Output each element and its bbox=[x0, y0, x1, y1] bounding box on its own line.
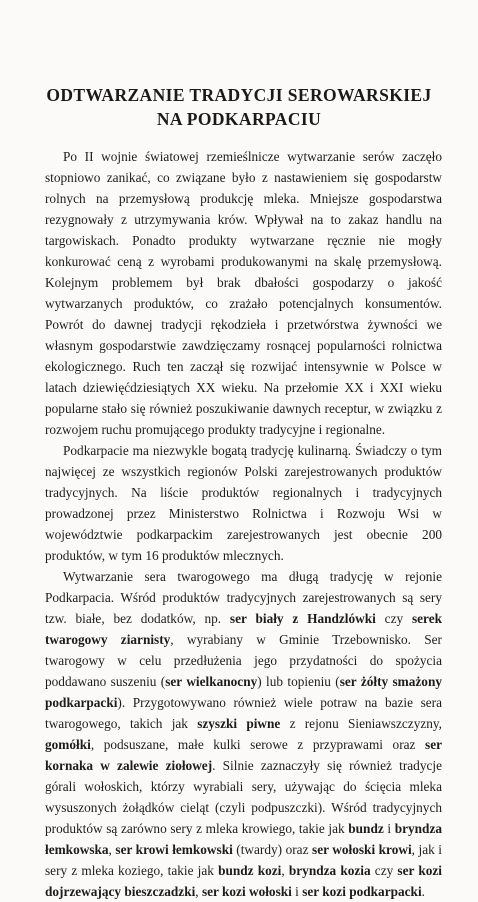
text-run: . bbox=[421, 884, 425, 899]
text-run: Po II wojnie światowej rzemieślnicze wytwarzanie serów zaczęło stopniowo zanikać, co związane było z nastawieniem się gospodarstw rolnych na przemysłową produkcję mleka. Mniejsze gospodarstwa rezygnowały z utrzymywania krów. Wpływał na to zakaz handlu na targowiskach. Ponadto produkty wytwarzane ręcznie nie mogły konkurować ceną z wyrobami produkowanymi na skalę przemysłową. Kolejnym problemem był brak dbałości gospodarzy o jakość wytwarzanych produktów, co zrażało potencjalnych konsumentów. Powrót do dawnej tradycji rękodzieła i przetwórstwa żywności we własnym gospodarstwie zawdzięczamy rosnącej popularności rolnictwa ekologicznego. Ruch ten zaczął się rozwijać intensywnie w Polsce w latach dziewięćdziesiątych XX wieku. Na przełomie XX i XXI wieku popularne stało się również poszukiwanie dawnych receptur, w związku z rozwojem ruchu promującego produkty tradycyjne i regionalne. bbox=[45, 149, 442, 437]
bold-term: ser kozi wołoski bbox=[201, 884, 292, 899]
text-run: czy bbox=[370, 863, 398, 878]
text-run: i bbox=[291, 884, 303, 899]
text-run: (twardy) oraz bbox=[232, 842, 313, 857]
chapter-title-line-2: NA PODKARPACIU bbox=[156, 109, 322, 129]
bold-term: ser żółty smażony podkarpacki bbox=[45, 674, 442, 710]
chapter-title-line-1: ODTWARZANIE TRADYCJI SEROWARSKIEJ bbox=[46, 85, 432, 105]
text-run: ). Przygotowywano również wiele potraw na bazie sera twarogowego, takich jak bbox=[45, 695, 442, 731]
bold-term: bryndza łemkowska bbox=[45, 821, 442, 857]
text-run: , podsuszane, małe kulki serowe z przyprawami oraz bbox=[90, 737, 426, 752]
text-run: czy bbox=[375, 611, 412, 626]
chapter-title bbox=[0, 83, 478, 131]
text-run: , bbox=[281, 863, 289, 878]
text-run: i bbox=[383, 821, 395, 836]
bold-term: bryndza kozia bbox=[288, 863, 371, 878]
bold-term: ser kornaka w zalewie ziołowej bbox=[45, 737, 442, 773]
bold-term: bundz kozi bbox=[218, 863, 282, 878]
paragraph-3 bbox=[45, 566, 442, 902]
bold-term: bundz bbox=[348, 821, 384, 836]
bold-term: ser kozi dojrzewający bieszczadzki bbox=[45, 863, 442, 899]
bold-term: serek twarogowy ziarnisty bbox=[45, 611, 442, 647]
bold-term: gomółki bbox=[45, 737, 91, 752]
bold-term: ser kozi podkarpacki bbox=[302, 884, 422, 899]
bold-term: szyszki piwne bbox=[197, 716, 281, 731]
text-run: Podkarpacie ma niezwykle bogatą tradycję kulinarną. Świadczy o tym najwięcej ze wszystkich regionów Polski zarejestrowanych produktów tradycyjnych. Na liście produktów regionalnych i tradycyjnych prowadzonej przez Ministerstwo Rolnictwa i Rozwoju Wsi w województwie podkarpackim zarejestrowanych jest obecnie 200 produktów, w tym 16 produktów mlecznych. bbox=[45, 443, 442, 563]
text-run: ) lub topieniu ( bbox=[257, 674, 340, 689]
text-run: , bbox=[195, 884, 202, 899]
paragraph-1 bbox=[45, 146, 442, 440]
text-run: . Silnie zaznaczyły się również tradycje górali wołoskich, którzy wyrabiali sery, używając do ścięcia mleka wysuszonych żołądków cieląt (czyli podpuszczki). Wśród tradycyjnych produktów są zarówno sery z mleka krowiego, takie jak bbox=[45, 758, 442, 836]
bold-term: ser biały z Handzlówki bbox=[229, 611, 376, 626]
bold-term: ser wielkanocny bbox=[165, 674, 258, 689]
paragraph-2 bbox=[45, 440, 442, 566]
bold-term: ser krowi łemkowski bbox=[115, 842, 233, 857]
text-run: , jak i sery z mleka koziego, takie jak bbox=[45, 842, 442, 878]
body-text bbox=[45, 146, 442, 902]
bold-term: ser wołoski krowi bbox=[312, 842, 412, 857]
text-run: , bbox=[108, 842, 116, 857]
text-run: Wytwarzanie sera twarogowego ma długą tradycję w rejonie Podkarpacia. Wśród produktów tradycyjnych zarejestrowanych są sery tzw. białe, bez dodatków, np. bbox=[45, 569, 442, 626]
text-run: , wyrabiany w Gminie Trzebownisko. Ser twarogowy w celu przedłużenia jego przydatności do spożycia poddawano suszeniu ( bbox=[45, 632, 442, 689]
text-run: z rejonu Sieniawszczyzny, bbox=[280, 716, 442, 731]
